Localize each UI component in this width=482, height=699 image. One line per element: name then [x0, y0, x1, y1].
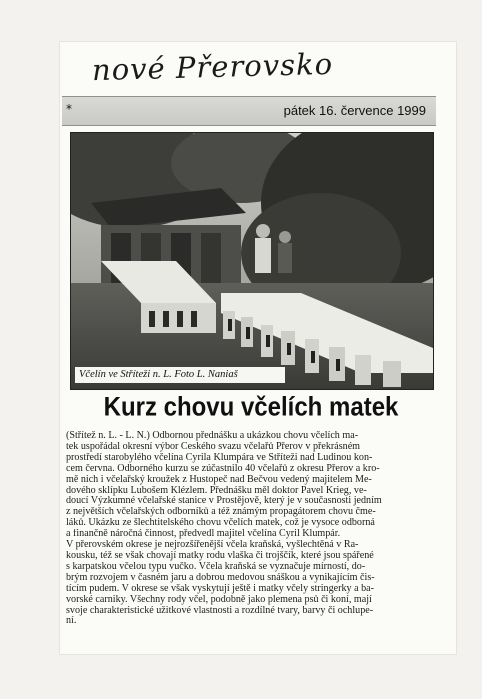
handwritten-masthead: nové Přerovsko: [91, 46, 334, 88]
article-line: tek uspořádal okresní výbor Českého svazu včelařů Přerov v překrásném: [66, 441, 361, 452]
article-line: z největších včelařských odborníků a též známým propagátorem chovu čme-: [66, 507, 376, 518]
article-line: kousku, též se však chovají matky rodu vlaška či trojščík, které jsou spářené: [66, 550, 374, 561]
article-line: V přerovském okrese je nejrozšířenější včela kraňská, vyšlechtěná v Ra-: [66, 540, 359, 551]
article-line: láků. Ukázku ze šlechtitelského chovu včelích matek, což je vysoce odborná: [66, 518, 375, 529]
apiary-photo-illustration: [71, 133, 433, 389]
article-line: cem června. Odborného kurzu se zúčastnilo 40 včelařů z okresu Přerov a kro-: [66, 463, 380, 474]
article-body: [66, 431, 428, 649]
article-line: tícím pudem. V okrese se však vyskytují ještě i matky včely stringerky a ba-: [66, 583, 374, 594]
photo-caption: Včelín ve Stříteži n. L. Foto L. Naniaš: [75, 367, 285, 383]
article-line: ní.: [66, 616, 77, 627]
date-bar: [62, 96, 436, 126]
article-line: mě nich i včelařský kroužek z Hustopeč nad Bečvou vedený majitelem Me-: [66, 474, 372, 485]
article-line: svoje charakteristické užitkové vlastnosti a rozdílné tvary, barvy či ochlupe-: [66, 605, 374, 616]
section-marker: *: [66, 102, 72, 116]
issue-date: pátek 16. července 1999: [283, 103, 426, 118]
article-line: brým rozvojem v časném jaru a dobrou medovou snáškou a vynikajícím čis-: [66, 572, 375, 583]
article-headline: Kurz chovu včelích matek: [103, 392, 399, 423]
article-line: s karpatskou včelou typu vučko. Včela kraňská se vyznačuje mírností, do-: [66, 561, 366, 572]
article-line: a finančně náročná činnost, předvedl majitel včelína Cyril Klumpár.: [66, 529, 341, 540]
article-line: vorské carniky. Všechny rody včel, podobně jako plemena psů či koní, mají: [66, 594, 372, 605]
article-line: doucí Výzkumné včelařské stanice v Prostějově, který je v současnosti jedním: [66, 496, 382, 507]
article-line: dového sklípku Lubošem Klézlem. Přednášku měl doktor Pavel Krieg, ve-: [66, 485, 367, 496]
article-line: prostředí starobylého včelína Cyrila Klumpára ve Stříteži nad Ludinou kon-: [66, 452, 373, 463]
article-line: (Střítež n. L. - L. N.) Odbornou přednášku a ukázkou chovu včelích ma-: [66, 431, 359, 441]
apiary-photo: [70, 132, 434, 390]
